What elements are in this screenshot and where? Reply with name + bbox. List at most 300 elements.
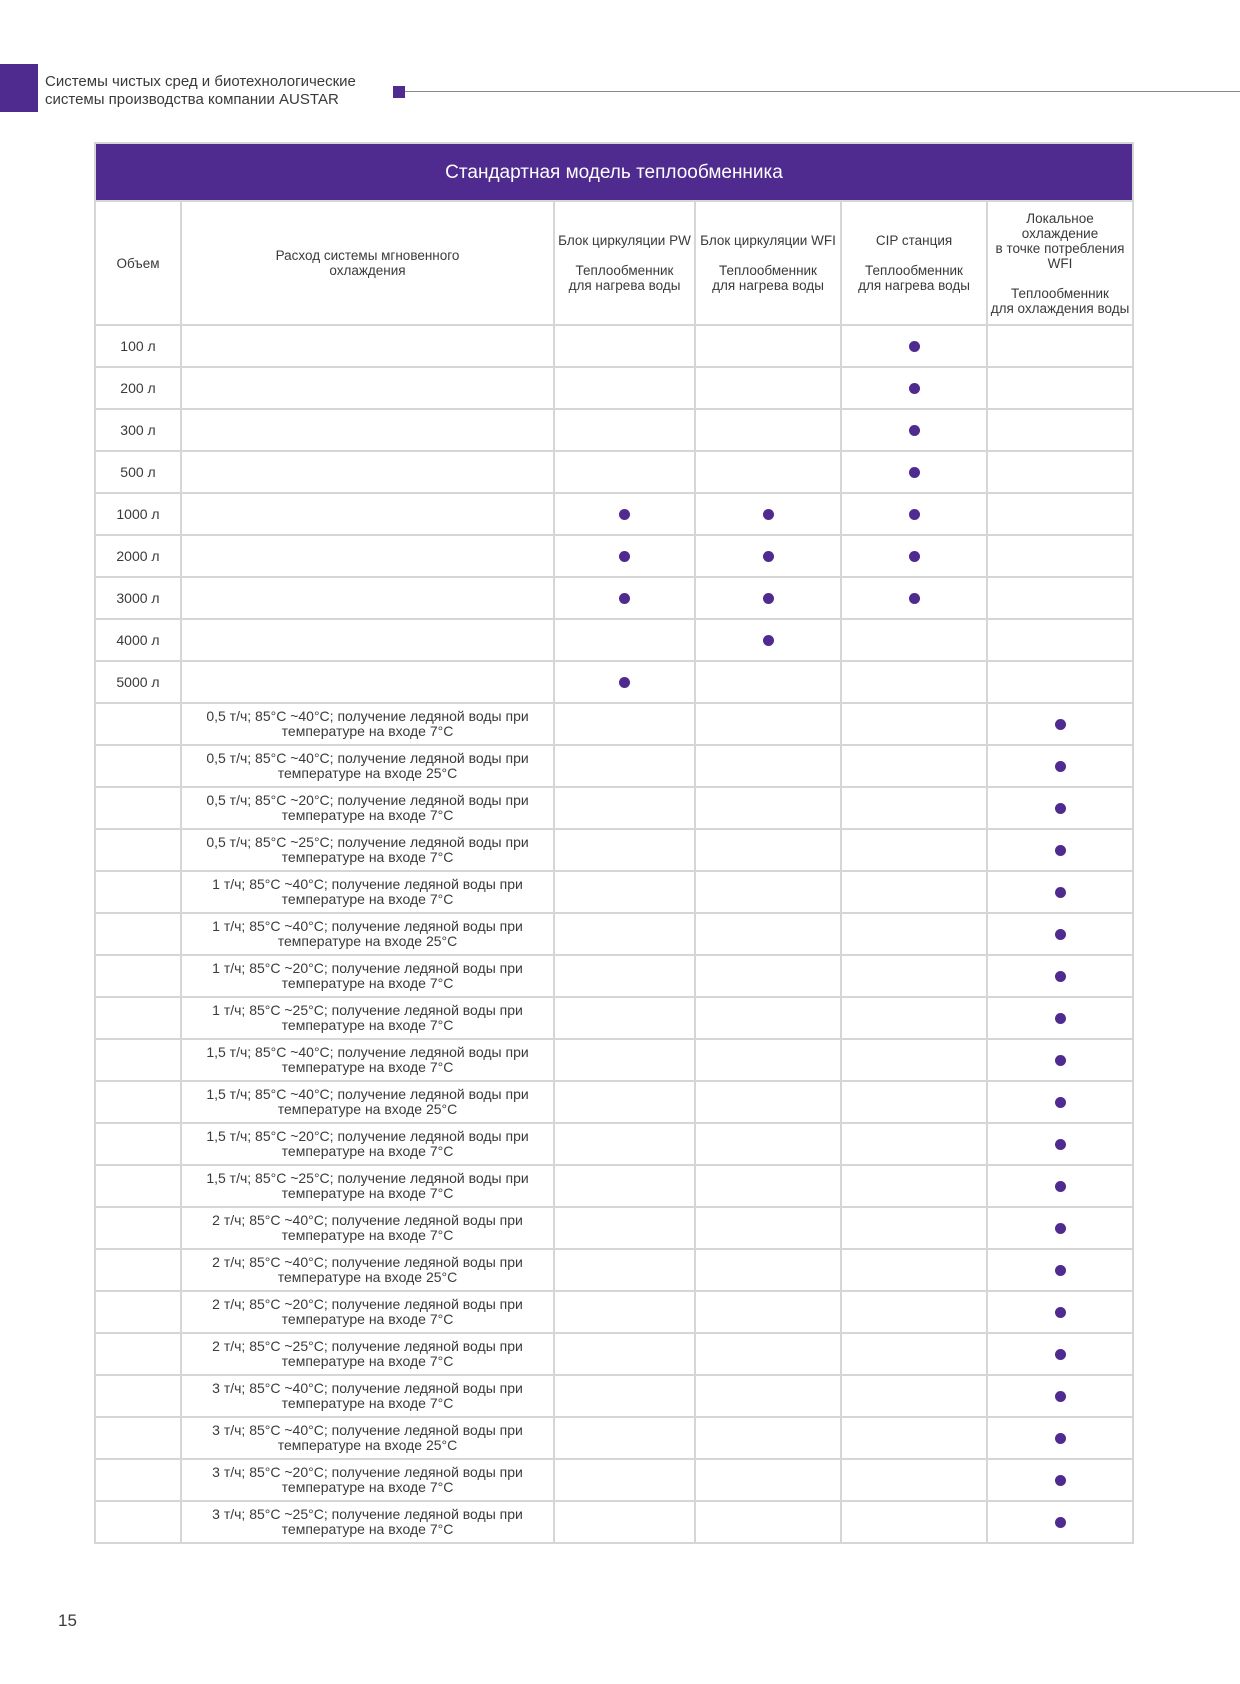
bullet-dot-icon <box>1055 1475 1066 1486</box>
volume-cell <box>95 703 181 745</box>
volume-cell <box>95 745 181 787</box>
mark-cell <box>554 493 695 535</box>
volume-cell: 300 л <box>95 409 181 451</box>
table-row <box>95 661 1133 703</box>
bullet-dot-icon <box>763 509 774 520</box>
flow-cell <box>181 787 554 829</box>
bullet-dot-icon <box>1055 1097 1066 1108</box>
table-title: Стандартная модель теплообменника <box>95 143 1133 201</box>
volume-cell <box>95 955 181 997</box>
volume-cell: 4000 л <box>95 619 181 661</box>
flow-text-line1: 1 т/ч; 85°С ~40°С; получение ледяной воды при <box>212 876 523 892</box>
flow-text-line1: 2 т/ч; 85°С ~20°С; получение ледяной воды при <box>212 1296 523 1312</box>
bullet-dot-icon <box>909 467 920 478</box>
bullet-dot-icon <box>1055 761 1066 772</box>
mark-cell <box>841 1207 987 1249</box>
mark-cell <box>987 1417 1133 1459</box>
volume-cell <box>95 1417 181 1459</box>
mark-cell <box>841 703 987 745</box>
bullet-dot-icon <box>909 341 920 352</box>
mark-cell <box>841 577 987 619</box>
volume-cell <box>95 1249 181 1291</box>
flow-text-line2: температуре на входе 7°С <box>281 1353 454 1369</box>
flow-cell <box>181 955 554 997</box>
flow-text-line2: температуре на входе 7°С <box>281 1143 454 1159</box>
header-line: Локальное <box>1026 210 1094 226</box>
flow-text-line2: температуре на входе 7°С <box>281 723 454 739</box>
bullet-dot-icon <box>1055 1055 1066 1066</box>
mark-cell <box>987 367 1133 409</box>
flow-text-line2: температуре на входе 7°С <box>281 1521 454 1537</box>
flow-cell <box>181 871 554 913</box>
volume-cell <box>95 997 181 1039</box>
flow-cell <box>181 409 554 451</box>
flow-cell <box>181 745 554 787</box>
mark-cell <box>695 577 841 619</box>
bullet-dot-icon <box>619 593 630 604</box>
flow-text-line2: температуре на входе 7°С <box>281 1185 454 1201</box>
mark-cell <box>841 1417 987 1459</box>
table-row <box>95 1417 1133 1459</box>
flow-text-line2: температуре на входе 7°С <box>281 1311 454 1327</box>
table-row <box>95 1291 1133 1333</box>
mark-cell <box>554 535 695 577</box>
mark-cell <box>987 955 1133 997</box>
flow-cell <box>181 1207 554 1249</box>
flow-text-line1: 0,5 т/ч; 85°С ~25°С; получение ледяной воды при <box>206 834 529 850</box>
flow-text-line1: 0,5 т/ч; 85°С ~40°С; получение ледяной воды при <box>206 750 529 766</box>
mark-cell <box>554 451 695 493</box>
bullet-dot-icon <box>1055 887 1066 898</box>
flow-cell <box>181 997 554 1039</box>
mark-cell <box>554 1375 695 1417</box>
mark-cell <box>841 1081 987 1123</box>
flow-text-line1: 1,5 т/ч; 85°С ~40°С; получение ледяной воды при <box>206 1044 529 1060</box>
flow-text-line2: температуре на входе 7°С <box>281 891 454 907</box>
flow-cell <box>181 1291 554 1333</box>
column-header-flow <box>181 201 554 325</box>
header-line: Теплообменник <box>719 263 817 278</box>
table-row <box>95 913 1133 955</box>
header-line: Теплообменник <box>1011 285 1109 301</box>
volume-cell <box>95 1333 181 1375</box>
flow-cell <box>181 1501 554 1543</box>
volume-cell: 3000 л <box>95 577 181 619</box>
running-header-line-2: системы производства компании AUSTAR <box>45 91 339 108</box>
flow-cell <box>181 1333 554 1375</box>
column-header-wfi <box>695 201 841 325</box>
mark-cell <box>987 997 1133 1039</box>
header-line: охлаждение <box>1021 225 1099 241</box>
mark-cell <box>987 1501 1133 1543</box>
flow-text-line1: 3 т/ч; 85°С ~25°С; получение ледяной воды при <box>212 1506 523 1522</box>
volume-cell <box>95 1375 181 1417</box>
mark-cell <box>695 1123 841 1165</box>
mark-cell <box>554 661 695 703</box>
header-line: для охлаждения воды <box>990 300 1130 316</box>
flow-cell <box>181 1375 554 1417</box>
mark-cell <box>554 955 695 997</box>
mark-cell <box>554 1417 695 1459</box>
mark-cell <box>695 367 841 409</box>
mark-cell <box>987 1249 1133 1291</box>
table-row <box>95 829 1133 871</box>
flow-cell <box>181 1081 554 1123</box>
mark-cell <box>554 1165 695 1207</box>
bullet-dot-icon <box>909 425 920 436</box>
bullet-dot-icon <box>1055 845 1066 856</box>
bullet-dot-icon <box>1055 1181 1066 1192</box>
mark-cell <box>987 325 1133 367</box>
bullet-dot-icon <box>619 551 630 562</box>
mark-cell <box>987 1291 1133 1333</box>
mark-cell <box>987 871 1133 913</box>
volume-cell <box>95 1165 181 1207</box>
mark-cell <box>841 1039 987 1081</box>
flow-text-line2: температуре на входе 25°С <box>277 933 458 949</box>
bullet-dot-icon <box>909 551 920 562</box>
bullet-dot-icon <box>1055 971 1066 982</box>
mark-cell <box>554 577 695 619</box>
mark-cell <box>841 829 987 871</box>
mark-cell <box>695 997 841 1039</box>
mark-cell <box>695 1039 841 1081</box>
mark-cell <box>987 703 1133 745</box>
mark-cell <box>554 1333 695 1375</box>
flow-cell <box>181 619 554 661</box>
mark-cell <box>987 1081 1133 1123</box>
table-row <box>95 1081 1133 1123</box>
mark-cell <box>987 577 1133 619</box>
mark-cell <box>987 1375 1133 1417</box>
heat-exchanger-table <box>94 142 1134 1544</box>
mark-cell <box>695 913 841 955</box>
mark-cell <box>841 367 987 409</box>
table-row <box>95 577 1133 619</box>
flow-cell <box>181 829 554 871</box>
bullet-dot-icon <box>1055 1265 1066 1276</box>
mark-cell <box>841 1375 987 1417</box>
mark-cell <box>841 619 987 661</box>
mark-cell <box>554 1501 695 1543</box>
mark-cell <box>987 1039 1133 1081</box>
mark-cell <box>695 1501 841 1543</box>
header-line <box>842 248 986 263</box>
mark-cell <box>987 409 1133 451</box>
flow-text-line1: 0,5 т/ч; 85°С ~40°С; получение ледяной воды при <box>206 708 529 724</box>
mark-cell <box>987 619 1133 661</box>
mark-cell <box>987 1207 1133 1249</box>
mark-cell <box>695 1459 841 1501</box>
mark-cell <box>695 871 841 913</box>
table-row <box>95 409 1133 451</box>
mark-cell <box>695 955 841 997</box>
mark-cell <box>841 1249 987 1291</box>
flow-text-line2: температуре на входе 7°С <box>281 807 454 823</box>
mark-cell <box>841 745 987 787</box>
table-row <box>95 535 1133 577</box>
header-line: Блок циркуляции WFI <box>700 233 836 248</box>
flow-text-line2: температуре на входе 25°С <box>277 1269 458 1285</box>
mark-cell <box>554 997 695 1039</box>
bullet-dot-icon <box>1055 929 1066 940</box>
header-line: Блок циркуляции PW <box>558 233 691 248</box>
bullet-dot-icon <box>1055 803 1066 814</box>
header-line: Расход системы мгновенного <box>275 248 460 263</box>
volume-cell: 5000 л <box>95 661 181 703</box>
flow-cell <box>181 367 554 409</box>
bullet-dot-icon <box>1055 1223 1066 1234</box>
flow-text-line2: температуре на входе 7°С <box>281 1227 454 1243</box>
mark-cell <box>554 1207 695 1249</box>
flow-cell <box>181 1123 554 1165</box>
flow-text-line2: температуре на входе 7°С <box>281 1059 454 1075</box>
volume-cell: 500 л <box>95 451 181 493</box>
flow-cell <box>181 1249 554 1291</box>
header-line: для нагрева воды <box>712 278 824 293</box>
mark-cell <box>695 1291 841 1333</box>
flow-text-line2: температуре на входе 7°С <box>281 1395 454 1411</box>
flow-text-line1: 2 т/ч; 85°С ~40°С; получение ледяной воды при <box>212 1212 523 1228</box>
running-header <box>45 73 356 109</box>
mark-cell <box>987 745 1133 787</box>
volume-cell <box>95 1207 181 1249</box>
table-row <box>95 1249 1133 1291</box>
mark-cell <box>695 409 841 451</box>
mark-cell <box>841 535 987 577</box>
table-row <box>95 325 1133 367</box>
table-row <box>95 745 1133 787</box>
mark-cell <box>987 1123 1133 1165</box>
flow-cell <box>181 577 554 619</box>
flow-cell <box>181 1417 554 1459</box>
mark-cell <box>554 1459 695 1501</box>
mark-cell <box>841 661 987 703</box>
bullet-dot-icon <box>1055 1139 1066 1150</box>
mark-cell <box>695 325 841 367</box>
volume-cell: 2000 л <box>95 535 181 577</box>
bullet-dot-icon <box>1055 1349 1066 1360</box>
mark-cell <box>841 325 987 367</box>
mark-cell <box>695 1333 841 1375</box>
table-row <box>95 1123 1133 1165</box>
mark-cell <box>554 1249 695 1291</box>
mark-cell <box>695 745 841 787</box>
volume-cell <box>95 1459 181 1501</box>
mark-cell <box>554 829 695 871</box>
mark-cell <box>554 745 695 787</box>
mark-cell <box>695 787 841 829</box>
mark-cell <box>695 493 841 535</box>
flow-text-line1: 3 т/ч; 85°С ~40°С; получение ледяной воды при <box>212 1422 523 1438</box>
mark-cell <box>695 661 841 703</box>
flow-text-line2: температуре на входе 7°С <box>281 849 454 865</box>
bullet-dot-icon <box>763 593 774 604</box>
header-line <box>988 271 1132 286</box>
bullet-dot-icon <box>1055 1433 1066 1444</box>
mark-cell <box>695 1165 841 1207</box>
column-header-row <box>95 201 1133 325</box>
volume-cell: 200 л <box>95 367 181 409</box>
mark-cell <box>841 1333 987 1375</box>
mark-cell <box>695 451 841 493</box>
bullet-dot-icon <box>619 509 630 520</box>
mark-cell <box>841 493 987 535</box>
table-row <box>95 871 1133 913</box>
mark-cell <box>554 1081 695 1123</box>
flow-text-line2: температуре на входе 7°С <box>281 975 454 991</box>
flow-cell <box>181 703 554 745</box>
volume-cell <box>95 1123 181 1165</box>
mark-cell <box>554 703 695 745</box>
table-row <box>95 787 1133 829</box>
flow-cell <box>181 1459 554 1501</box>
flow-text-line1: 2 т/ч; 85°С ~25°С; получение ледяной воды при <box>212 1338 523 1354</box>
corner-accent-block <box>0 64 38 112</box>
header-line <box>555 248 694 263</box>
table-row <box>95 1459 1133 1501</box>
bullet-dot-icon <box>619 677 630 688</box>
volume-cell <box>95 787 181 829</box>
mark-cell <box>841 1459 987 1501</box>
flow-text-line2: температуре на входе 25°С <box>277 1101 458 1117</box>
mark-cell <box>554 913 695 955</box>
table-row <box>95 1501 1133 1543</box>
header-line: CIP станция <box>875 233 953 248</box>
bullet-dot-icon <box>909 593 920 604</box>
mark-cell <box>695 829 841 871</box>
flow-cell <box>181 1165 554 1207</box>
column-header-cip <box>841 201 987 325</box>
mark-cell <box>554 787 695 829</box>
flow-cell <box>181 661 554 703</box>
header-divider-line <box>405 91 1240 92</box>
flow-text-line1: 1,5 т/ч; 85°С ~40°С; получение ледяной воды при <box>206 1086 529 1102</box>
flow-text-line1: 1 т/ч; 85°С ~40°С; получение ледяной воды при <box>212 918 523 934</box>
flow-cell <box>181 325 554 367</box>
mark-cell <box>695 619 841 661</box>
mark-cell <box>987 1459 1133 1501</box>
mark-cell <box>554 871 695 913</box>
mark-cell <box>987 661 1133 703</box>
flow-cell <box>181 535 554 577</box>
flow-text-line1: 0,5 т/ч; 85°С ~20°С; получение ледяной воды при <box>206 792 529 808</box>
mark-cell <box>554 619 695 661</box>
mark-cell <box>554 1039 695 1081</box>
flow-cell <box>181 451 554 493</box>
flow-text-line2: температуре на входе 25°С <box>277 765 458 781</box>
header-line <box>696 248 840 263</box>
column-header-volume: Объем <box>95 201 181 325</box>
mark-cell <box>695 1249 841 1291</box>
mark-cell <box>554 325 695 367</box>
header-line: охлаждения <box>329 263 406 278</box>
table-row <box>95 1375 1133 1417</box>
mark-cell <box>987 913 1133 955</box>
column-header-pw <box>554 201 695 325</box>
volume-cell: 1000 л <box>95 493 181 535</box>
volume-cell: 100 л <box>95 325 181 367</box>
mark-cell <box>841 1501 987 1543</box>
flow-text-line1: 1,5 т/ч; 85°С ~25°С; получение ледяной воды при <box>206 1170 529 1186</box>
bullet-dot-icon <box>763 635 774 646</box>
table-row <box>95 1165 1133 1207</box>
flow-text-line1: 1 т/ч; 85°С ~25°С; получение ледяной воды при <box>212 1002 523 1018</box>
mark-cell <box>841 997 987 1039</box>
mark-cell <box>987 1333 1133 1375</box>
mark-cell <box>987 829 1133 871</box>
bullet-dot-icon <box>1055 719 1066 730</box>
table-row <box>95 997 1133 1039</box>
volume-cell <box>95 1501 181 1543</box>
bullet-dot-icon <box>1055 1517 1066 1528</box>
flow-text-line2: температуре на входе 25°С <box>277 1437 458 1453</box>
header-marker-square <box>393 86 405 98</box>
mark-cell <box>841 451 987 493</box>
header-line: для нагрева воды <box>858 278 970 293</box>
mark-cell <box>987 1165 1133 1207</box>
page-number: 15 <box>58 1611 77 1630</box>
volume-cell <box>95 1039 181 1081</box>
volume-cell <box>95 1081 181 1123</box>
mark-cell <box>695 1375 841 1417</box>
mark-cell <box>841 871 987 913</box>
header-line: Теплообменник <box>865 263 963 278</box>
mark-cell <box>695 1417 841 1459</box>
mark-cell <box>987 787 1133 829</box>
mark-cell <box>841 787 987 829</box>
bullet-dot-icon <box>1055 1391 1066 1402</box>
mark-cell <box>841 1165 987 1207</box>
table-row <box>95 1039 1133 1081</box>
table-row <box>95 367 1133 409</box>
header-line: WFI <box>1047 255 1073 271</box>
mark-cell <box>695 703 841 745</box>
bullet-dot-icon <box>1055 1013 1066 1024</box>
table-row <box>95 955 1133 997</box>
mark-cell <box>987 451 1133 493</box>
running-header-line-1: Системы чистых сред и биотехнологические <box>45 73 356 90</box>
flow-text-line1: 1,5 т/ч; 85°С ~20°С; получение ледяной воды при <box>206 1128 529 1144</box>
column-header-local <box>987 201 1133 325</box>
flow-text-line1: 3 т/ч; 85°С ~40°С; получение ледяной воды при <box>212 1380 523 1396</box>
table-row <box>95 703 1133 745</box>
flow-cell <box>181 493 554 535</box>
mark-cell <box>841 913 987 955</box>
header-line: в точке потребления <box>995 240 1125 256</box>
mark-cell <box>987 535 1133 577</box>
bullet-dot-icon <box>763 551 774 562</box>
header-line: Теплообменник <box>575 263 674 278</box>
flow-text-line2: температуре на входе 7°С <box>281 1479 454 1495</box>
mark-cell <box>695 1081 841 1123</box>
mark-cell <box>841 1123 987 1165</box>
table-row <box>95 493 1133 535</box>
mark-cell <box>554 1291 695 1333</box>
bullet-dot-icon <box>1055 1307 1066 1318</box>
bullet-dot-icon <box>909 383 920 394</box>
table-row <box>95 1333 1133 1375</box>
mark-cell <box>695 535 841 577</box>
volume-cell <box>95 1291 181 1333</box>
mark-cell <box>554 367 695 409</box>
flow-text-line1: 2 т/ч; 85°С ~40°С; получение ледяной воды при <box>212 1254 523 1270</box>
flow-text-line2: температуре на входе 7°С <box>281 1017 454 1033</box>
flow-cell <box>181 1039 554 1081</box>
mark-cell <box>554 409 695 451</box>
table-row <box>95 619 1133 661</box>
flow-text-line1: 1 т/ч; 85°С ~20°С; получение ледяной воды при <box>212 960 523 976</box>
